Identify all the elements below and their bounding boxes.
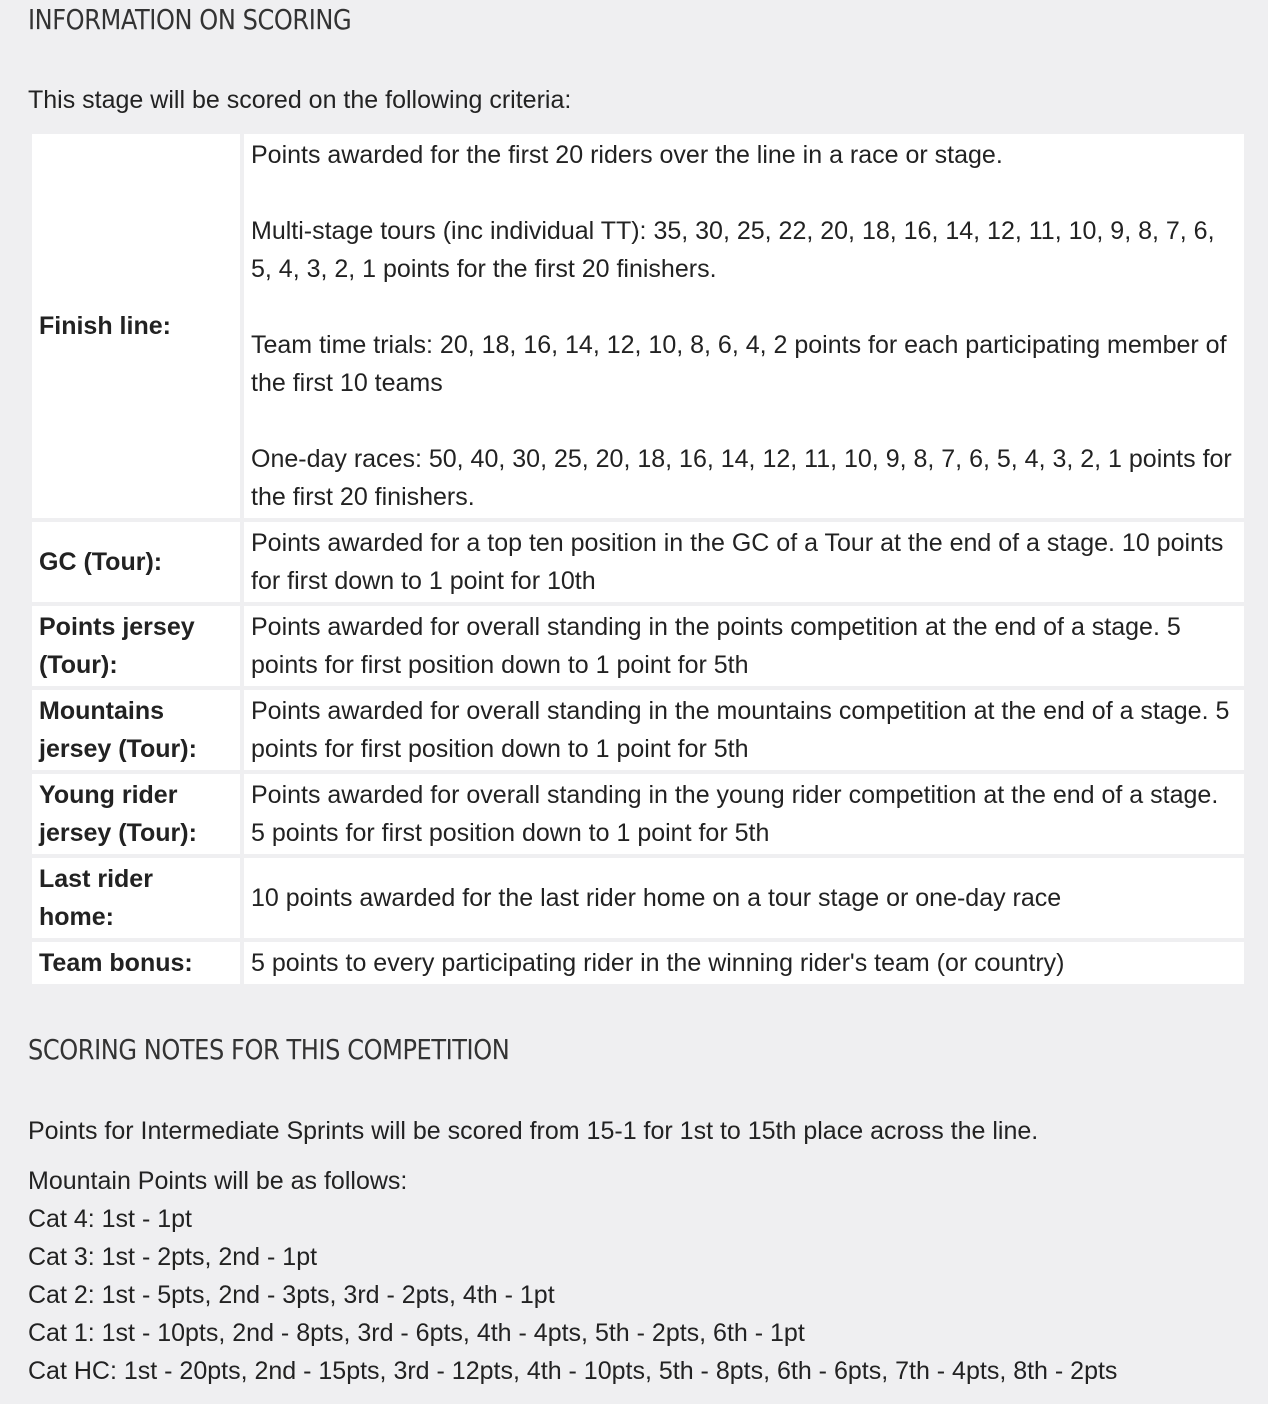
criteria-label: Team bonus: — [32, 942, 240, 984]
mountain-points-line: Cat HC: 1st - 20pts, 2nd - 15pts, 3rd - 12pts, 4th - 10pts, 5th - 8pts, 6th - 6pts, 7th - 4pts, 8th - 2pts — [28, 1357, 1118, 1385]
criteria-paragraph: Points awarded for overall standing in the young rider competition at the end of a stage. 5 points for first position down to 1 point for 5th — [251, 781, 1219, 847]
mountain-points-list — [28, 1200, 1117, 1390]
mountain-points-line: Cat 3: 1st - 2pts, 2nd - 1pt — [28, 1243, 318, 1271]
criteria-label: Points jersey (Tour): — [32, 606, 240, 686]
info-heading: INFORMATION ON SCORING — [28, 3, 352, 36]
criteria-paragraph: Points awarded for the first 20 riders over the line in a race or stage. — [251, 141, 1003, 169]
scoring-table-body — [32, 134, 1244, 984]
table-row — [32, 858, 1244, 938]
notes-heading: SCORING NOTES FOR THIS COMPETITION — [28, 1033, 510, 1066]
criteria-description — [244, 858, 1244, 938]
criteria-description — [244, 134, 1244, 518]
criteria-paragraph: One-day races: 50, 40, 30, 25, 20, 18, 16, 14, 12, 11, 10, 9, 8, 7, 6, 5, 4, 3, 2, 1 points for the first 20 finishers. — [251, 445, 1232, 511]
sprints-note: Points for Intermediate Sprints will be scored from 15-1 for 1st to 15th place across the line. — [28, 1117, 1039, 1145]
criteria-label: Last rider home: — [32, 858, 240, 938]
criteria-paragraph: Points awarded for overall standing in the mountains competition at the end of a stage. 5 points for first position down to 1 point for 5th — [251, 697, 1230, 763]
criteria-label: GC (Tour): — [32, 522, 240, 602]
mountain-intro: Mountain Points will be as follows: — [28, 1167, 408, 1195]
criteria-description — [244, 774, 1244, 854]
criteria-description — [244, 606, 1244, 686]
criteria-paragraph: Points awarded for overall standing in the points competition at the end of a stage. 5 points for first position down to 1 point for 5th — [251, 613, 1181, 679]
criteria-paragraph: Multi-stage tours (inc individual TT): 35, 30, 25, 22, 20, 18, 16, 14, 12, 11, 10, 9, 8, 7, 6, 5, 4, 3, 2, 1 points for the first 20 finishers. — [251, 217, 1215, 283]
criteria-label: Mountains jersey (Tour): — [32, 690, 240, 770]
criteria-description — [244, 522, 1244, 602]
scoring-table — [28, 130, 1248, 988]
intro-text: This stage will be scored on the following criteria: — [28, 86, 572, 114]
mountain-points-line: Cat 4: 1st - 1pt — [28, 1205, 192, 1233]
table-row — [32, 606, 1244, 686]
mountain-points-line: Cat 2: 1st - 5pts, 2nd - 3pts, 3rd - 2pts, 4th - 1pt — [28, 1281, 555, 1309]
mountain-points-line: Cat 1: 1st - 10pts, 2nd - 8pts, 3rd - 6pts, 4th - 4pts, 5th - 2pts, 6th - 1pt — [28, 1319, 805, 1347]
table-row — [32, 522, 1244, 602]
table-row — [32, 134, 1244, 518]
table-row — [32, 942, 1244, 984]
criteria-paragraph: Points awarded for a top ten position in the GC of a Tour at the end of a stage. 10 points for first down to 1 point for 10th — [251, 529, 1224, 595]
criteria-paragraph: 5 points to every participating rider in the winning rider's team (or country) — [251, 949, 1065, 977]
criteria-label: Young rider jersey (Tour): — [32, 774, 240, 854]
criteria-description — [244, 942, 1244, 984]
criteria-label: Finish line: — [32, 134, 240, 518]
criteria-paragraph: Team time trials: 20, 18, 16, 14, 12, 10, 8, 6, 4, 2 points for each participating member of the first 10 teams — [251, 331, 1227, 397]
scoring-notes — [28, 1112, 1117, 1390]
table-row — [32, 690, 1244, 770]
criteria-description — [244, 690, 1244, 770]
criteria-paragraph: 10 points awarded for the last rider home on a tour stage or one-day race — [251, 884, 1062, 912]
table-row — [32, 774, 1244, 854]
